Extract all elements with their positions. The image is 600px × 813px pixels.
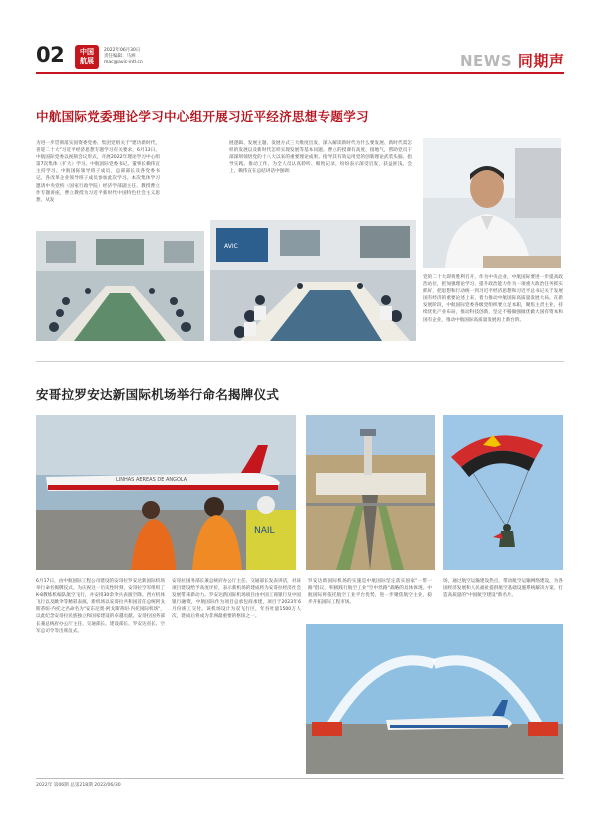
svg-text:LINHAS AEREAS DE ANGOLA: LINHAS AEREAS DE ANGOLA <box>116 477 188 483</box>
section-label <box>460 50 564 71</box>
header-rule <box>36 72 564 74</box>
article-2-title: 安哥拉罗安达新国际机场举行命名揭牌仪式 <box>36 387 280 402</box>
speaker-portrait-photo <box>423 138 561 268</box>
editor-email: mac@avic-intl.cn <box>104 60 143 65</box>
svg-text:AVIC: AVIC <box>224 243 238 250</box>
parachute-jump-photo <box>443 415 563 570</box>
section-cn: 同期声 <box>517 52 565 70</box>
article-2-column-3: 罗安达新国际机场的实施是中航国际坚定落实国家"一带一路"倡议、积极践行航空工业"空中丝路"战略的具体体现。中航国际将依托航空工业平台优势，进一步聚焦航空主业，稳步开拓国际工程市场。 <box>308 579 432 606</box>
article-2-column-1: 6月17日，由中航国际工程公司建设的安哥拉罗安达新国际机场举行命名揭牌仪式。为庆祝这一历史性时刻，安哥拉空军组织了K-8教练机编队航空飞行，并安排30余伞兵表演空降。西方机体飞行以及跳伞等精彩表演。新机场以安哥拉共和国首任总统阿戈斯蒂纽·内托之名命名为"安东尼奥·阿戈斯蒂纽·内托国际机场"，以此纪念安哥拉民族独立和国家建设的卓越贡献。安哥拉国务部长兼总统府办公厅主任、交通部长、建设部长、罗安达省长、空军总司令等出席仪式。 <box>36 579 165 634</box>
section-divider <box>36 361 564 362</box>
editor-credit: 责任编辑：马洲 <box>104 54 136 59</box>
footer-rule <box>36 778 564 779</box>
article-1-column-1: 为进一步贯彻落实国资委党委、集团党组关于"建功新时代，喜迎二十大"习近平经济思想专题学习有关要求，6月13日，中航国际党委以视频会议形式，开展2022年理论学习中心组第7次集体（扩大）学习。中航国际党委书记、董事长赖伟宣主持学习。中航国际领导班子成员、总部部长及各党委书记、各改革企业领导班子成员参加此次学习。本次集体学习邀请中央党校（国家行政学院）经济学部副主任、教授曹立作专题讲座，曹立教授为习近平新时代中国特色社会主义思想，从发 <box>36 141 160 203</box>
article-1-column-2: 展逻辑、发展主题、发展方式三大维度出发，深入解读新时代为什么要发展、新时代需怎样的发展以及新时代怎样实现发展等基本问题。曹立的授课有高度、接地气，帮助党员干部深刻领悟党的十八大以来的重要理论成果。指导其有效运用党的创新理论武装头脑、指导实践、推动工作，为全人员认真聆听、细致记录，纷纷表示深受启发，获益匪浅。会上，赖伟宣在总结讲话中强调： <box>229 141 412 175</box>
article-1-photo-caption: 党的二十大即将胜利召开，作为中央企业，中航国际要进一步提高政治站位，把加强理论学习、提升政治能力作为一项重大政治任务抓实抓好，把思想和行动统一到习近平经济思想和习近平总书记关于发展国有经济的重要论述上来，着力推动中航国际高质量发展大局。在新发展阶段，中航国际党委各级党组织要立足本职，聚焦主责主业，持续优化产业布局，推动科技创新，坚定不移做强做优做大国有资本和国有企业，推动中航国际高质量发展再上新台阶。 <box>423 275 563 323</box>
water-salute-photo <box>306 624 563 774</box>
section-en: NEWS <box>460 52 513 70</box>
page-number: 02 <box>36 43 65 67</box>
logo-line-1: 中国 <box>80 48 94 56</box>
footer-issue-info: 2022年 第06期 总第218期 2022/06/30 <box>36 783 121 788</box>
ceremony-airplane-photo <box>36 415 296 570</box>
publication-logo <box>75 45 99 69</box>
airport-aerial-photo <box>306 415 435 570</box>
video-conference-photo <box>210 220 416 341</box>
article-2-column-4: 场，通过航空运输建设热点，带动航空运输网络建设，为各国经济发展和人民福祉提供航空基础设施系统解决方案，打造高质量的"中国航空建设"新名片。 <box>443 579 563 599</box>
issue-meta <box>104 48 143 66</box>
svg-text:NAIL: NAIL <box>254 526 275 536</box>
logo-line-2: 航展 <box>80 57 94 65</box>
issue-date: 2022年06月30日 <box>104 48 141 53</box>
article-1-title: 中航国际党委理论学习中心组开展习近平经济思想专题学习 <box>36 109 369 124</box>
meeting-room-photo <box>36 231 204 341</box>
article-2-column-2: 安哥拉国务部长兼总统府办公厅主任、交通部长发表讲话，对该项目建设给予高度评价，表示新机场的建成将为安哥拉经济社会发展带来新动力。罗安达新国际机场项目由中国工商银行及中国银行融资，中航国际作为项目总承包商承建，项目于2023年6月份竣工交付。该机场设计为双飞行区，年吞吐量1500万人次，建成后将成为非洲最重要的枢纽之一。 <box>172 579 301 620</box>
